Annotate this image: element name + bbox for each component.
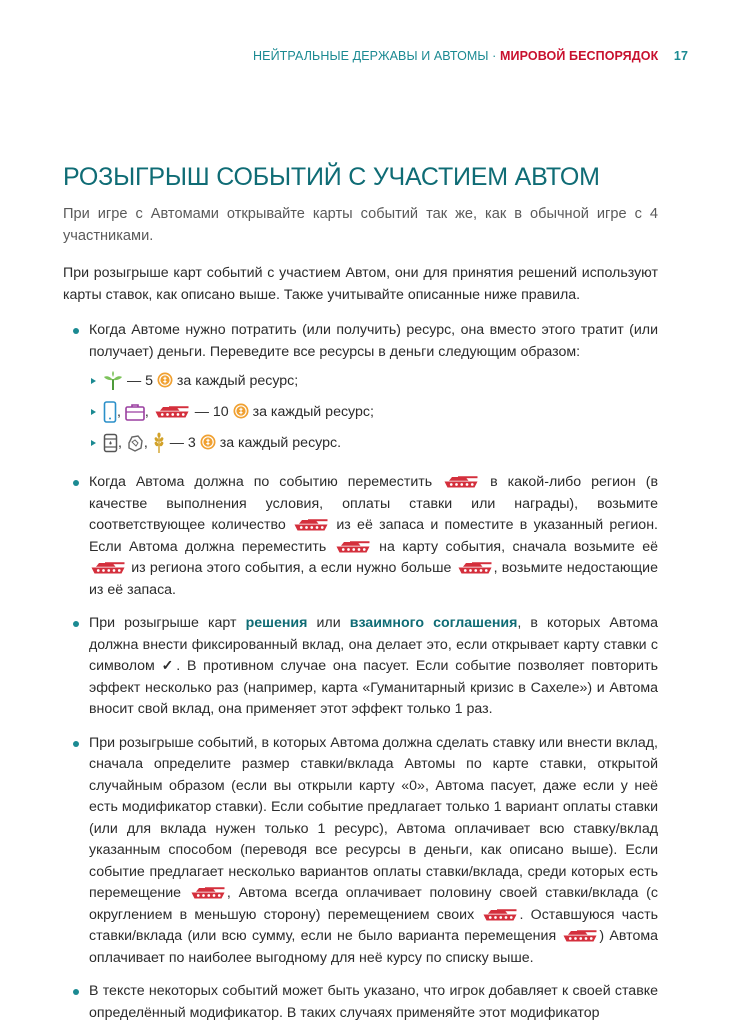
rule-text: Когда Автоме нужно потратить (или получить) ресурс, она вместо этого тратит (или получает) деньги. Переведите все ресурсы в деньги следующим образом: [89, 322, 658, 360]
conversion-text: за каждый ресурс. [219, 435, 342, 451]
rule-text: или [316, 615, 341, 631]
rule-text: ) Автома оплачивает по наиболее выгодному для неё курсу по списку выше. [89, 928, 658, 966]
tank-icon [190, 885, 226, 900]
header-game-title: МИРОВОЙ БЕСПОРЯДОК [500, 49, 659, 63]
separator-comma: , [118, 435, 122, 451]
checkmark-icon: ✓ [161, 658, 177, 674]
rule-item-decisions [63, 613, 658, 721]
rule-text: , в которых Автома должна внести фиксированный вклад, она делает это, если открывает карту ставки с символом [89, 615, 658, 674]
tank-icon [443, 474, 479, 489]
rule-text: из региона этого события, а если нужно больше [131, 560, 452, 576]
rule-item-bids [63, 733, 658, 970]
tank-icon [562, 928, 598, 943]
rule-text: При розыгрыше событий, в которых Автома должна сделать ставку или внести вклад, сначала определите размер ставки/вклада Автомы по карте ставки, открытой случайным образом (если вы открыли карту «0», Автома пасует, даже если у неё есть модификатор ставки). Если событие предлагает только 1 вариант оплаты ставки (или для вклада нужен только 1 ресурс), Автома оплачивает всю ставку/вклад указанным способом (переводя все ресурсы в деньги, как описано выше). Если событие предлагает несколько вариантов оплаты ставки/вклада, среди которых есть перемещение [89, 734, 658, 901]
coin-icon [233, 403, 249, 419]
rules-list [63, 320, 658, 1024]
keyword-agreement: взаимного соглашения [349, 615, 518, 631]
conversion-rate: — 3 [169, 435, 196, 451]
plant-icon [103, 371, 123, 391]
wheat-icon [152, 432, 166, 454]
coin-icon [200, 434, 216, 450]
running-header [253, 49, 688, 63]
rule-text: . Оставшуюся часть ставки/вклада (или всю сумму, если не было варианта перемещения [89, 906, 658, 944]
header-chapter: НЕЙТРАЛЬНЫЕ ДЕРЖАВЫ И АВТОМЫ [253, 49, 489, 63]
conversion-item [89, 367, 658, 398]
rule-text: из её запаса и поместите в указанный регион. Если Автома должна переместить [89, 517, 658, 555]
conversion-rate: — 5 [126, 373, 153, 389]
rule-text: . В противном случае она пасует. Если событие позволяет повторить эффект несколько раз (например, карта «Гуманитарный кризис в Сахеле») и Автома вносит свой вклад, она применяет этот эффект только 1 раз. [89, 658, 658, 717]
rule-text: В тексте некоторых событий может быть указано, что игрок добавляет к своей ставке определённый модификатор. В таких случаях применяйте этот модификатор [89, 983, 658, 1021]
ore-icon [126, 434, 144, 452]
tank-icon [457, 560, 493, 575]
conversion-item [89, 429, 658, 460]
tank-icon [293, 517, 329, 532]
section-title: РОЗЫГРЫШ СОБЫТИЙ С УЧАСТИЕМ АВТОМ [63, 163, 600, 191]
tank-icon [335, 539, 371, 554]
rule-text: в какой-либо регион (в качестве выполнения условия, оплаты ставки или награды), возьмите соответствующее количество [89, 474, 658, 533]
separator-comma: , [143, 435, 148, 451]
tank-icon [154, 404, 190, 419]
oil-barrel-icon [103, 433, 118, 453]
separator-comma: , [117, 404, 121, 420]
rules-paragraph: При розыгрыше карт событий с участием Автом, они для принятия решений используют карты ставок, как описано выше. Также учитывайте описанные ниже правила. [63, 265, 658, 303]
rule-text: на карту события, сначала возьмите её [379, 538, 658, 555]
conversion-rate: — 10 [194, 404, 229, 420]
separator-comma: , [144, 404, 149, 420]
rule-text: При розыгрыше карт [89, 615, 237, 631]
rule-item-modifiers [63, 981, 658, 1024]
header-separator: · [492, 49, 497, 63]
rule-item-movement [63, 472, 658, 601]
tank-icon [482, 907, 518, 922]
rule-text: Когда Автома должна по событию переместить [89, 474, 433, 490]
conversion-list [89, 367, 658, 460]
rule-item-resources [63, 320, 658, 460]
briefcase-icon [125, 403, 145, 421]
tank-icon [90, 560, 126, 575]
conversion-text: за каждый ресурс; [252, 404, 374, 420]
intro-paragraph: При игре с Автомами открывайте карты событий так же, как в обычной игре с 4 участниками. [63, 206, 658, 244]
rule-text: , возьмите недостающие из её запаса. [89, 560, 658, 598]
conversion-item [89, 398, 658, 429]
conversion-text: за каждый ресурс; [176, 373, 299, 389]
rule-text: , Автома всегда оплачивает половину своей ставки/вклада (с округлением в меньшую сторону) перемещением своих [89, 885, 658, 923]
page-number: 17 [673, 49, 688, 63]
body-content [63, 204, 658, 1036]
keyword-decision: решения [245, 615, 308, 631]
coin-icon [157, 372, 173, 388]
phone-icon [103, 401, 117, 423]
